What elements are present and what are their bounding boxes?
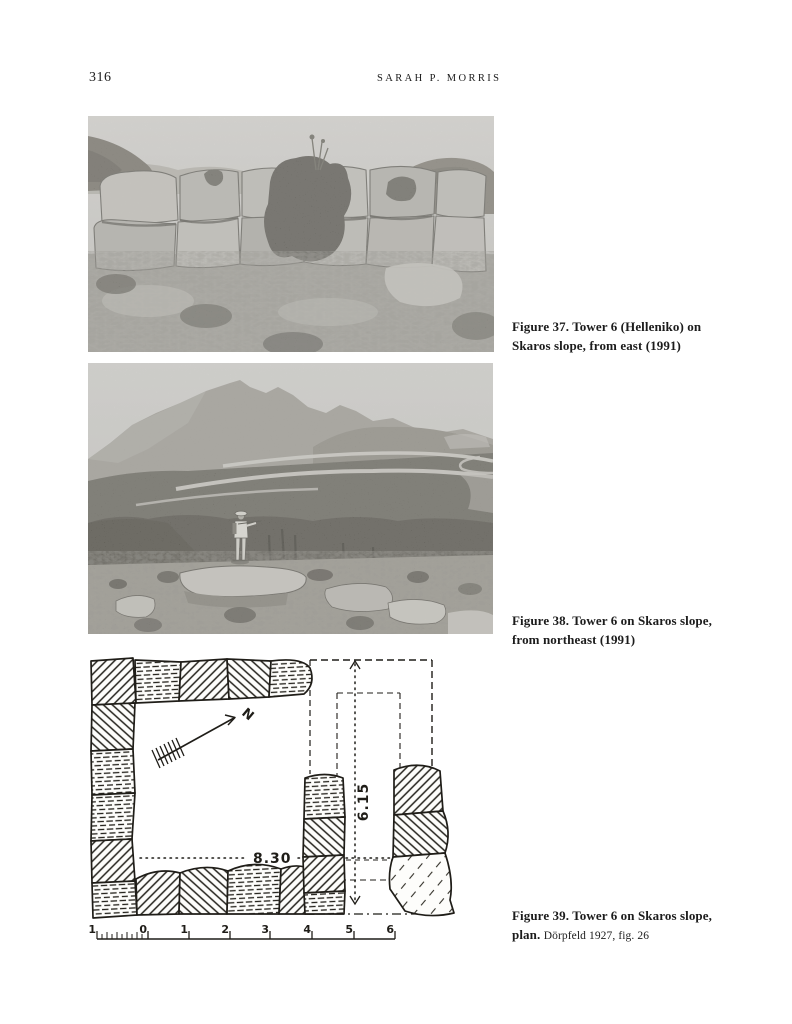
figure-39-plan bbox=[88, 652, 458, 957]
figure-38-photo bbox=[88, 363, 493, 634]
page-number: 316 bbox=[89, 70, 112, 85]
tower-plan-drawing bbox=[88, 652, 458, 952]
north-arrow-icon bbox=[152, 715, 235, 768]
svg-text:1: 1 bbox=[180, 923, 188, 936]
running-head: SARAH P. MORRIS bbox=[377, 73, 502, 84]
tower-wall-photograph bbox=[88, 116, 494, 352]
figure-39-caption-main: Figure 39. Tower 6 on Skaros slope, plan. bbox=[512, 908, 712, 942]
photo-grain bbox=[88, 363, 493, 634]
svg-text:5: 5 bbox=[345, 923, 353, 936]
svg-text:1: 1 bbox=[88, 923, 96, 936]
figure-37-photo bbox=[88, 116, 494, 352]
svg-text:6: 6 bbox=[386, 923, 394, 936]
figure-39-caption-source: Dörpfeld 1927, fig. 26 bbox=[543, 929, 650, 942]
svg-text:0: 0 bbox=[139, 923, 147, 936]
north-label: N bbox=[238, 705, 257, 725]
width-dimension-label: 8.30 bbox=[253, 851, 292, 867]
svg-text:2: 2 bbox=[221, 923, 229, 936]
svg-text:4: 4 bbox=[303, 923, 311, 936]
figure-37-caption: Figure 37. Tower 6 (Helleniko) on Skaros slope, from east (1991) bbox=[512, 319, 702, 353]
height-dimension-label: 6.15 bbox=[356, 782, 372, 822]
scale-bar-labels bbox=[88, 923, 394, 936]
figure-38-caption: Figure 38. Tower 6 on Skaros slope, from northeast (1991) bbox=[512, 613, 712, 647]
skaros-slope-photograph bbox=[88, 363, 493, 634]
figure-39-caption bbox=[512, 907, 730, 945]
photo-grain bbox=[88, 116, 494, 352]
svg-text:3: 3 bbox=[261, 923, 269, 936]
